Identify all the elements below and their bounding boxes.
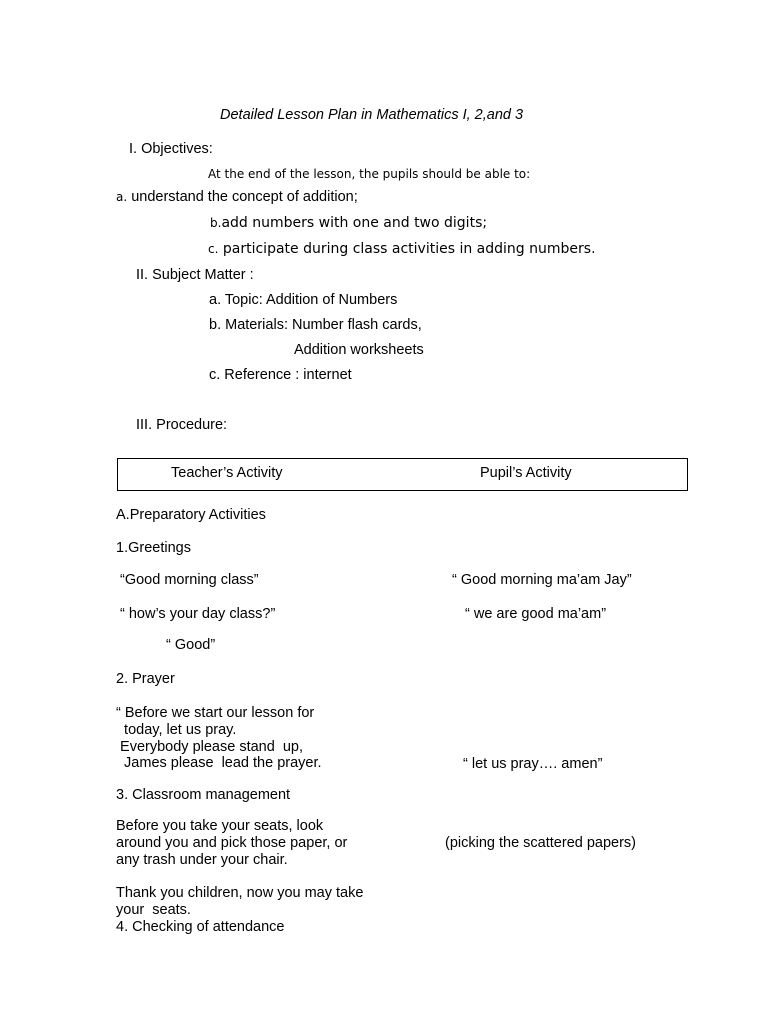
teacher-activity-header: Teacher’s Activity (171, 465, 283, 481)
topic: a. Topic: Addition of Numbers (209, 292, 398, 308)
classroom-management-heading: 3. Classroom management (116, 787, 291, 803)
greetings-heading: 1.Greetings (116, 540, 191, 556)
pupil-activity-header: Pupil’s Activity (480, 465, 572, 481)
subject-matter-heading: II. Subject Matter : (136, 267, 254, 283)
materials: b. Materials: Number flash cards, (209, 317, 422, 333)
objective-a-letter: a. (116, 190, 128, 204)
management-teacher: Before you take your seats, look around you and pick those paper, or any trash under your chair. (116, 818, 348, 868)
objective-b-text: add numbers with one and two digits; (221, 215, 488, 231)
objectives-intro: At the end of the lesson, the pupils should be able to: (208, 167, 531, 181)
greet-pupil: “ Good morning ma’am Jay” (452, 572, 632, 588)
objective-b (210, 215, 487, 232)
objective-b-letter: b. (210, 216, 222, 230)
objective-c (208, 241, 596, 258)
objective-c-letter: c. (208, 242, 219, 256)
prayer-teacher: “ Before we start our lesson for today, let us pray. Everybody please stand up, James please lead the prayer. (116, 705, 322, 772)
objective-a-text: understand the concept of addition; (131, 189, 358, 205)
objectives-heading: I. Objectives: (129, 141, 213, 157)
page-title: Detailed Lesson Plan in Mathematics I, 2,and 3 (220, 107, 524, 123)
prayer-pupil: “ let us pray…. amen” (463, 756, 603, 772)
good-reply: “ Good” (166, 637, 216, 653)
procedure-heading: III. Procedure: (136, 417, 228, 433)
day-teacher: “ how’s your day class?” (120, 606, 276, 622)
prayer-heading: 2. Prayer (116, 671, 175, 687)
day-pupil: “ we are good ma’am” (465, 606, 607, 622)
greet-teacher: “Good morning class” (120, 572, 259, 588)
attendance-heading: 4. Checking of attendance (116, 919, 285, 935)
objective-a (116, 189, 358, 206)
management-pupil: (picking the scattered papers) (445, 835, 637, 851)
thanks-text: Thank you children, now you may take your seats. (116, 885, 364, 918)
preparatory-activities: A.Preparatory Activities (116, 507, 266, 523)
objective-c-text: participate during class activities in adding numbers. (222, 241, 596, 257)
materials-continued: Addition worksheets (294, 342, 424, 358)
reference: c. Reference : internet (209, 367, 352, 383)
